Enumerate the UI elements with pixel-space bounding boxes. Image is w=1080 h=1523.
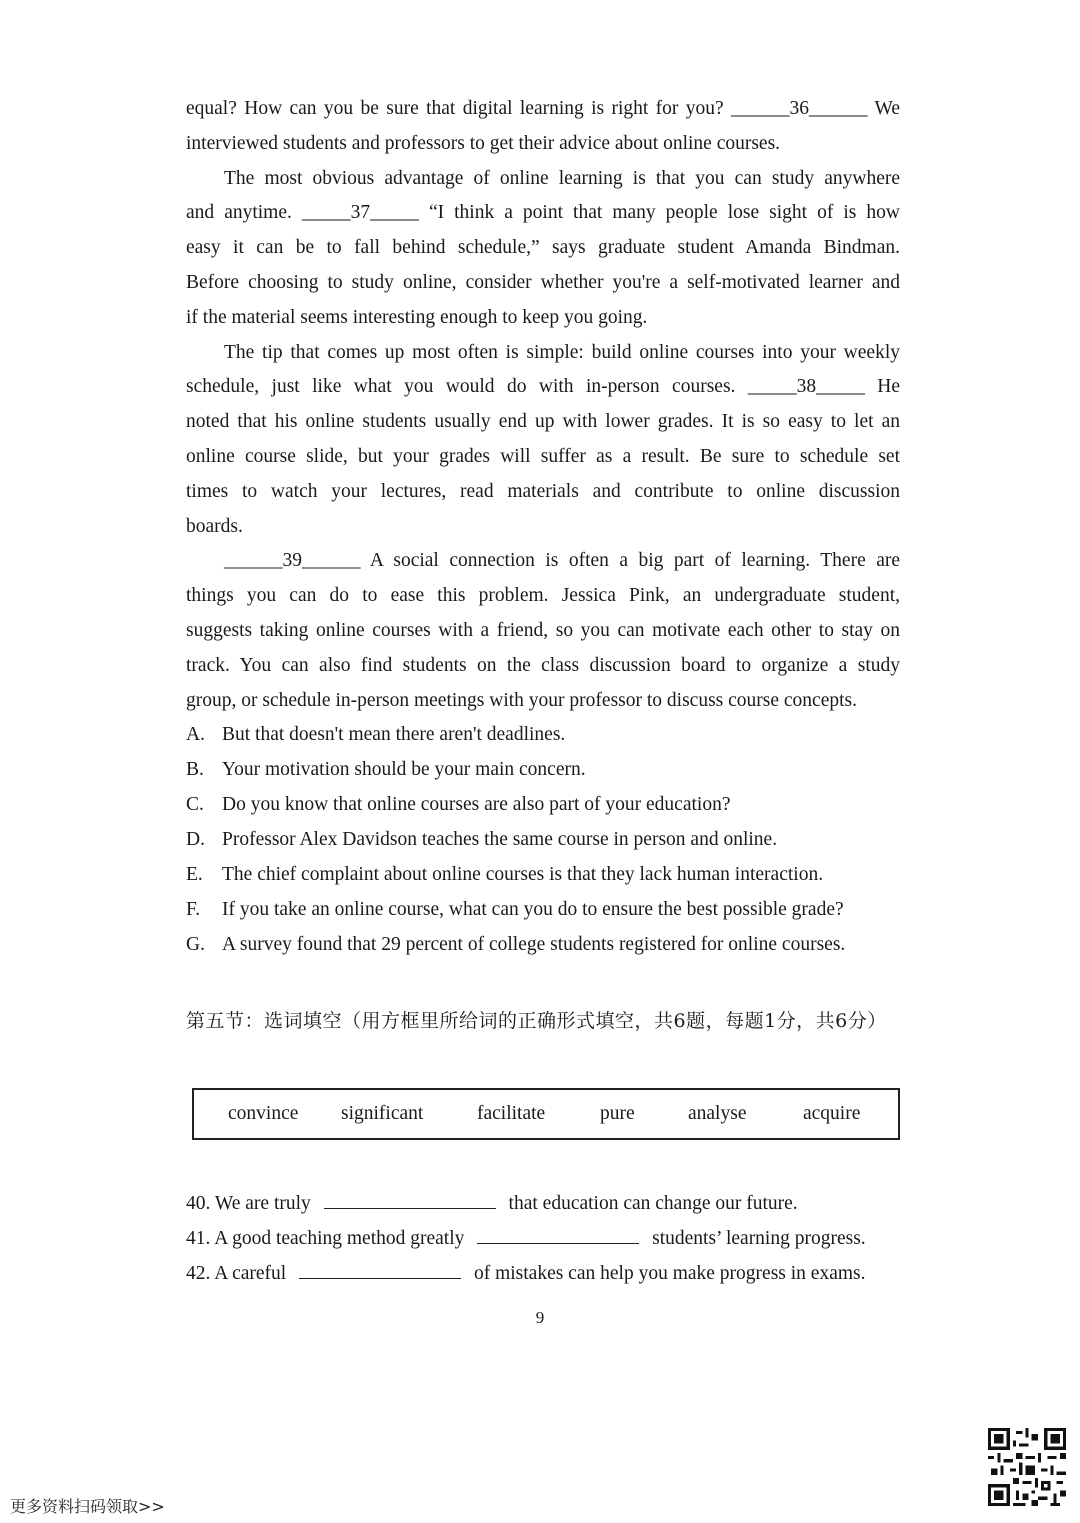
footer-scan-prompt: 更多资料扫码领取>>: [10, 1497, 165, 1516]
passage-line: Before choosing to study online, consider whether you're a self-motivated learner and: [186, 271, 900, 293]
word-bank-item: analyse: [688, 1103, 747, 1124]
reading-passage: [186, 92, 900, 963]
question-text-before: A good teaching method greatly: [214, 1228, 465, 1249]
passage-line: suggests taking online courses with a friend, so you can motivate each other to stay on: [186, 619, 900, 641]
option-text: A survey found that 29 percent of college students registered for online courses.: [222, 933, 846, 955]
section-title: 第五节：选词填空（用方框里所给词的正确形式填空，共6题，每题1分，共6分）: [186, 1010, 887, 1032]
passage-line: things you can do to ease this problem. Jessica Pink, an undergraduate student,: [186, 585, 900, 607]
question-40: [186, 1186, 900, 1221]
option-text: The chief complaint about online courses is that they lack human interaction.: [222, 863, 824, 885]
option-g: [186, 928, 900, 963]
passage-line: The tip that comes up most often is simple: build online courses into your weekly: [224, 341, 900, 363]
question-text-after: students’ learning progress.: [652, 1228, 866, 1249]
qr-code-icon[interactable]: [988, 1428, 1066, 1506]
question-41: [186, 1221, 900, 1256]
passage-line: track. You can also find students on the class discussion board to organize a study: [186, 654, 900, 676]
word-bank-item: significant: [341, 1103, 424, 1124]
passage-line: noted that his online students usually end up with lower grades. It is so easy to let an: [186, 411, 900, 433]
question-text-before: A careful: [214, 1263, 287, 1284]
question-number: 42.: [186, 1263, 211, 1284]
passage-line: The most obvious advantage of online learning is that you can study anywhere: [224, 167, 900, 189]
option-letter: F.: [186, 898, 201, 920]
option-letter: E.: [186, 863, 203, 885]
passage-line: if the material seems interesting enough to keep you going.: [186, 306, 648, 328]
question-text-after: that education can change our future.: [508, 1193, 798, 1214]
word-bank-item: convince: [228, 1103, 299, 1124]
answer-blank[interactable]: [477, 1225, 639, 1244]
passage-line: times to watch your lectures, read materials and contribute to online discussion: [186, 480, 900, 502]
question-42: [186, 1256, 900, 1291]
option-b: [186, 753, 900, 788]
question-number: 41.: [186, 1228, 211, 1249]
option-d: [186, 823, 900, 858]
passage-line: online course slide, but your grades will suffer as a result. Be sure to schedule set: [186, 445, 900, 467]
word-bank-box: [192, 1088, 900, 1140]
option-letter: G.: [186, 933, 205, 955]
option-letter: D.: [186, 829, 205, 851]
option-e: [186, 858, 900, 893]
passage-line: group, or schedule in-person meetings with your professor to discuss course concepts.: [186, 689, 857, 711]
fill-in-questions: [186, 1186, 900, 1291]
answer-blank[interactable]: [324, 1190, 496, 1209]
word-bank-item: pure: [600, 1103, 635, 1124]
question-text-after: of mistakes can help you make progress in exams.: [473, 1263, 866, 1284]
option-text: Your motivation should be your main concern.: [222, 759, 586, 781]
word-bank-item: acquire: [803, 1103, 861, 1124]
answer-blank[interactable]: [299, 1260, 461, 1279]
question-text-before: We are truly: [214, 1193, 311, 1214]
option-text: If you take an online course, what can you do to ensure the best possible grade?: [222, 898, 844, 920]
passage-line: and anytime. _____37_____ “I think a point that many people lose sight of is how: [186, 202, 900, 224]
option-text: Professor Alex Davidson teaches the same course in person and online.: [222, 829, 778, 851]
word-bank-item: facilitate: [477, 1103, 546, 1124]
option-letter: B.: [186, 759, 204, 781]
option-letter: C.: [186, 794, 204, 816]
passage-line: schedule, just like what you would do with in-person courses. _____38_____ He: [186, 376, 900, 398]
passage-line: ______39______ A social connection is often a big part of learning. There are: [224, 550, 900, 572]
passage-line: easy it can be to fall behind schedule,” says graduate student Amanda Bindman.: [186, 237, 900, 259]
option-f: [186, 893, 900, 928]
passage-line: interviewed students and professors to get their advice about online courses.: [186, 132, 781, 154]
option-text: Do you know that online courses are also part of your education?: [222, 794, 731, 816]
passage-line: boards.: [186, 515, 243, 537]
option-c: [186, 788, 900, 823]
question-number: 40.: [186, 1193, 211, 1214]
answer-options: [186, 718, 900, 962]
option-a: [186, 718, 900, 753]
option-letter: A.: [186, 724, 205, 746]
page-number: 9: [535, 1308, 545, 1327]
passage-line: equal? How can you be sure that digital learning is right for you? ______36______ We: [186, 98, 900, 119]
option-text: But that doesn't mean there aren't deadlines.: [222, 724, 566, 746]
